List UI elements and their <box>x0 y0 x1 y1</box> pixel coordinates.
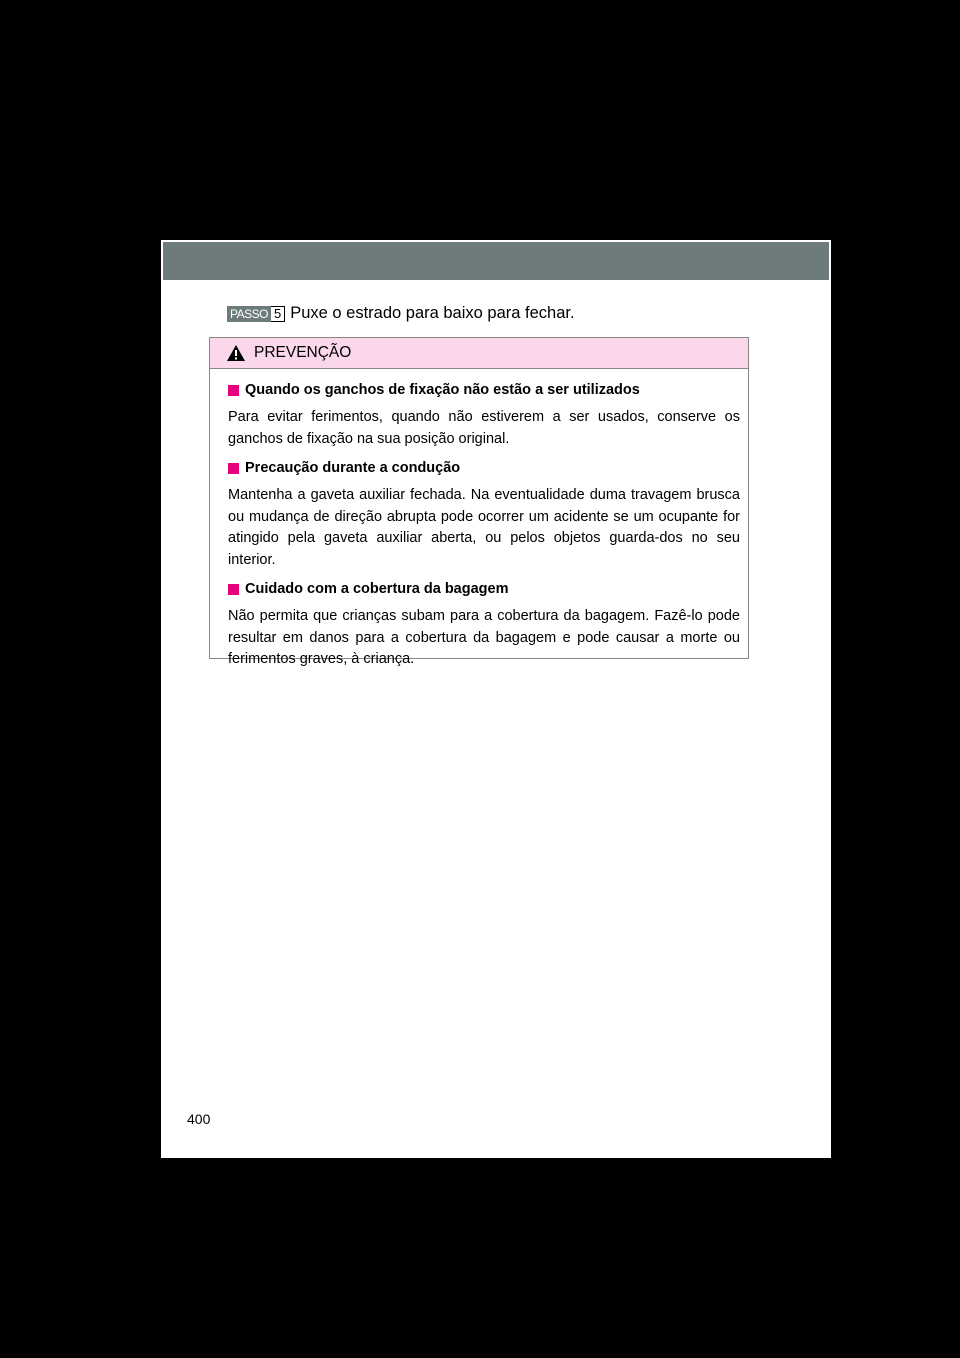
step-instruction <box>227 304 575 323</box>
warning-item-text: Para evitar ferimentos, quando não estiverem a ser usados, conserve os ganchos de fixação na sua posição original. <box>228 409 740 447</box>
bullet-square-icon <box>228 385 239 396</box>
warning-item-title <box>228 381 740 399</box>
warning-item-title <box>228 580 740 598</box>
warning-header <box>210 338 748 369</box>
warning-item-title-text: Precaução durante a condução <box>245 460 461 476</box>
manual-page <box>161 240 831 1158</box>
bullet-square-icon <box>228 463 239 474</box>
warning-title: PREVENÇÃO <box>254 344 352 361</box>
step-badge <box>227 306 285 322</box>
warning-item-text: Mantenha a gaveta auxiliar fechada. Na eventualidade duma travagem brusca ou mudança de direção abrupta pode ocorrer um acidente se um ocupante for atingido pela gaveta auxiliar aberta, ou pelos objetos guarda-dos no seu interior. <box>228 487 740 568</box>
warning-triangle-icon <box>226 344 246 362</box>
warning-item-title-text: Quando os ganchos de fixação não estão a ser utilizados <box>245 382 640 398</box>
warning-item-title <box>228 459 740 477</box>
warning-box <box>209 337 749 667</box>
warning-item-text: Não permita que crianças subam para a cobertura da bagagem. Fazê-lo pode resultar em danos para a cobertura da bagagem e pode causar a morte ou ferimentos graves, à criança. <box>228 608 740 667</box>
warning-item-title-text: Cuidado com a cobertura da bagagem <box>245 581 509 597</box>
warning-body <box>210 369 748 671</box>
bullet-square-icon <box>228 584 239 595</box>
header-bar <box>163 242 829 280</box>
page-number: 400 <box>187 1111 211 1127</box>
step-badge-number: 5 <box>271 306 285 322</box>
step-badge-word: PASSO <box>227 306 271 322</box>
step-text: Puxe o estrado para baixo para fechar. <box>290 304 575 322</box>
